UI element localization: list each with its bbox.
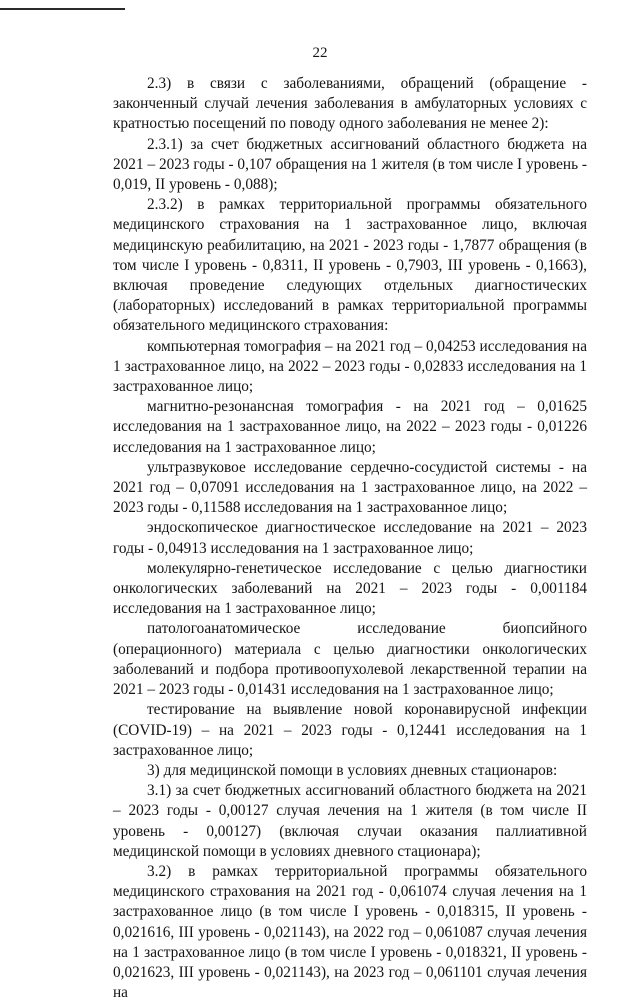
paragraph-3: 3) для медицинской помощи в условиях дневных стационаров:: [147, 761, 558, 779]
list-item-covid-testing: тестирование на выявление новой коронавирусной инфекции (COVID-19) – на 2021 – 2023 годы - 0,12441 исследования на 1 застрахованное лицо;: [113, 701, 587, 759]
document-body: [113, 74, 587, 1003]
list-item-endoscopy: эндоскопическое диагностическое исследование на 2021 – 2023 годы - 0,04913 исследования на 1 застрахованное лицо;: [113, 519, 587, 557]
paragraph-3-1: 3.1) за счет бюджетных ассигнований областного бюджета на 2021 – 2023 годы - 0,00127 случая лечения на 1 жителя (в том числе II уровень - 0,00127) (включая случаи оказания паллиативной медицинской помощи в условиях дневного стационара);: [113, 782, 587, 860]
page-number: 22: [312, 45, 328, 61]
list-item-mri: магнитно-резонансная томография - на 2021 год – 0,01625 исследования на 1 застрахованное лицо, на 2022 – 2023 годы - 0,01226 исследования на 1 застрахованное лицо;: [113, 398, 587, 456]
list-item-computed-tomography: компьютерная томография – на 2021 год – 0,04253 исследования на 1 застрахованное лицо, на 2022 – 2023 годы - 0,02833 исследования на 1 застрахованное лицо;: [113, 337, 587, 396]
list-item-molecular-genetic: молекулярно-генетическое исследование с целью диагностики онкологических заболеваний на 2021 – 2023 годы - 0,001184 исследования на 1 застрахованное лицо;: [113, 559, 587, 618]
list-item-ultrasound: ультразвуковое исследование сердечно-сосудистой системы - на 2021 год – 0,07091 исследования на 1 застрахованное лицо, на 2022 – 2023 годы - 0,11588 исследования на 1 застрахованное лицо;: [113, 458, 587, 517]
top-rule: [0, 8, 125, 10]
paragraph-2-3-1: 2.3.1) за счет бюджетных ассигнований областного бюджета на 2021 – 2023 годы - 0,107 обращения на 1 жителя (в том числе I уровень - 0,019, II уровень - 0,088);: [113, 135, 587, 194]
paragraph-2-3: 2.3) в связи с заболеваниями, обращений (обращение - законченный случай лечения заболевания в амбулаторных условиях с кратностью посещений по поводу одного заболевания не менее 2):: [113, 75, 587, 133]
list-item-pathology: патологоанатомическое исследование биопсийного (операционного) материала с целью диагностики онкологических заболеваний и подбора противоопухолевой лекарственной терапии на 2021 – 2023 годы - 0,01431 исследования на 1 застрахованное лицо;: [113, 620, 587, 699]
paragraph-3-2: 3.2) в рамках территориальной программы обязательного медицинского страхования на 2021 год - 0,061074 случая лечения на 1 застрахованное лицо (в том числе I уровень - 0,018315, II уровень - 0,021616, III уровень - 0,021143), на 2022 год – 0,061087 случая лечения на 1 застрахованное лицо (в том числе I уровень - 0,018321, II уровень - 0,021623, III уровень - 0,021143), на 2023 год – 0,061101 случая лечения на: [113, 862, 587, 1002]
paragraph-2-3-2: 2.3.2) в рамках территориальной программы обязательного медицинского страхования на 1 застрахованное лицо, включая медицинскую реабилитацию, на 2021 - 2023 годы - 1,7877 обращения (в том числе I уровень - 0,8311, II уровень - 0,7903, III уровень - 0,1663), включая проведение следующих отдельных диагностических (лабораторных) исследований в рамках территориальной программы обязательного медицинского страхования:: [113, 196, 587, 335]
